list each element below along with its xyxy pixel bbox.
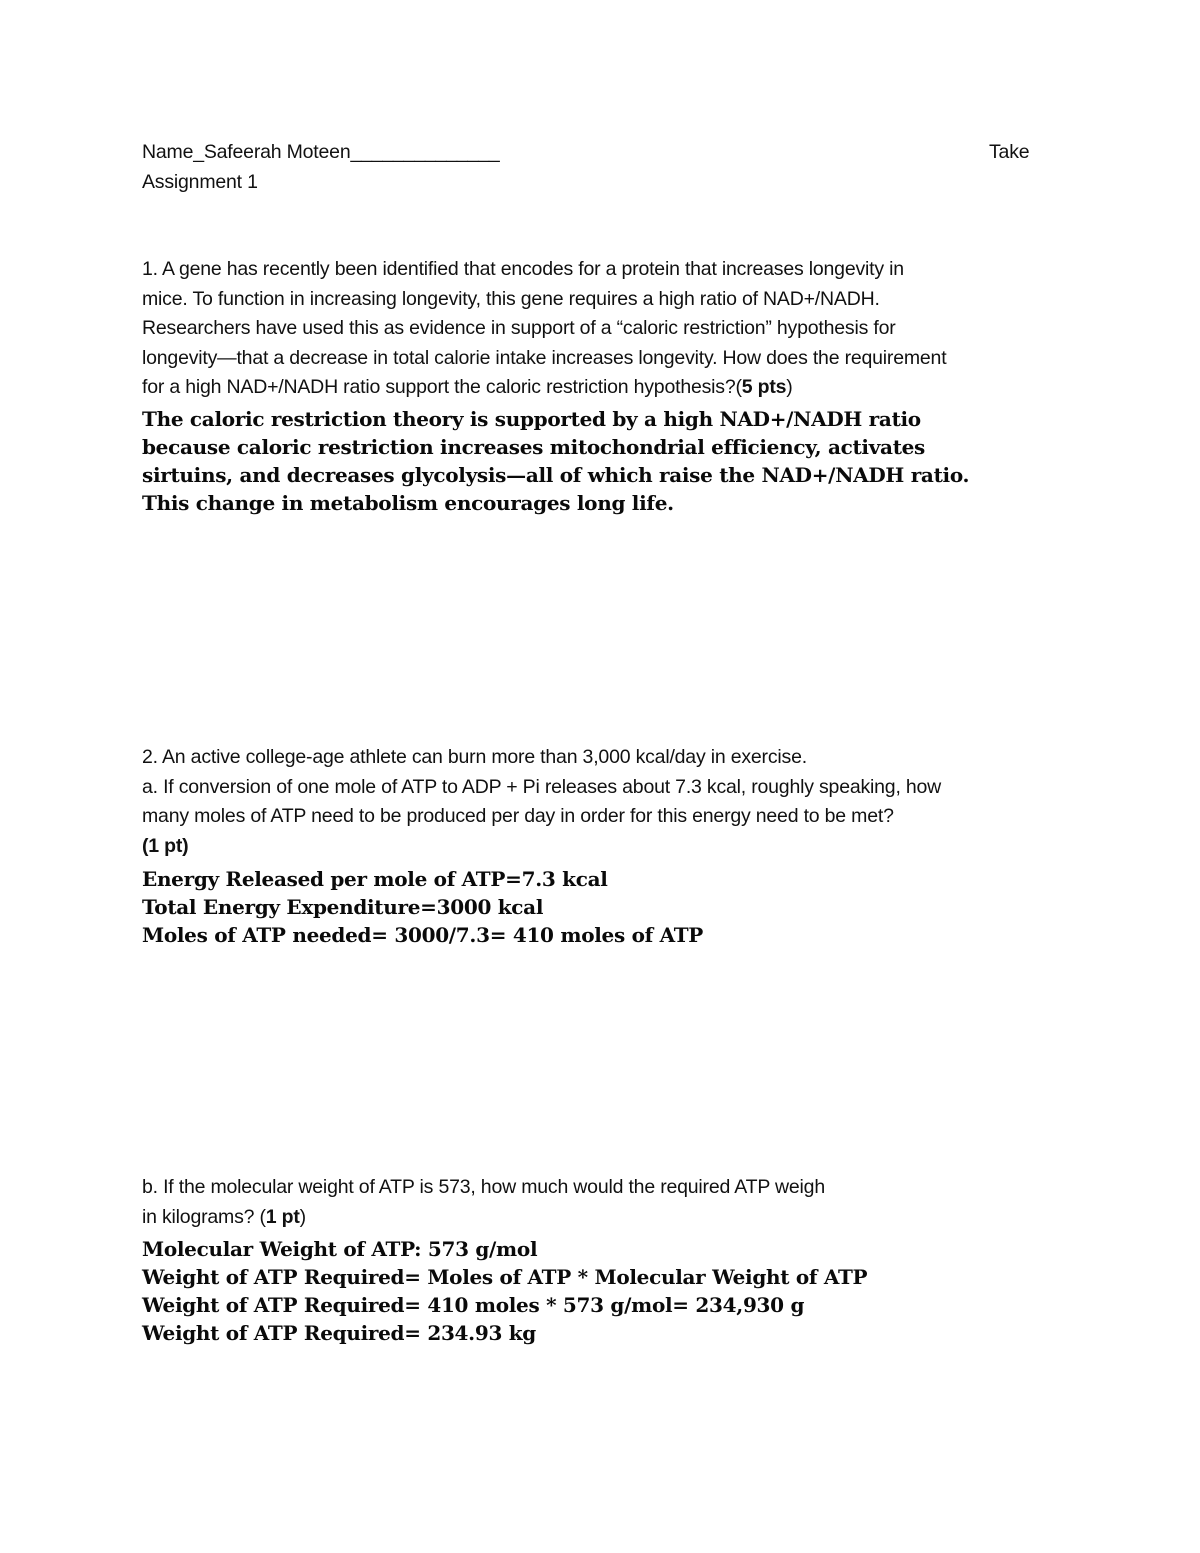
answer-1-line: because caloric restriction increases mitochondrial efficiency, activates [142,435,926,459]
question-2b [142,1173,1072,1232]
question-1-points-close: ) [786,376,793,398]
question-1 [142,255,1072,403]
answer-2b-line: Weight of ATP Required= 410 moles * 573 g/mol= 234,930 g [142,1293,805,1317]
question-1-points: 5 pts [741,376,787,398]
answer-2a-line: Total Energy Expenditure=3000 kcal [142,895,544,919]
answer-2a-line: Moles of ATP needed= 3000/7.3= 410 moles of ATP [142,923,704,947]
name-line: Name_Safeerah Moteen______________ [142,141,500,163]
question-1-line: 1. A gene has recently been identified that encodes for a protein that increases longevity in [142,258,904,280]
question-1-text: for a high NAD+/NADH ratio support the caloric restriction hypothesis?( [142,376,742,398]
answer-2b-line: Weight of ATP Required= 234.93 kg [142,1321,536,1345]
answer-2b-line: Weight of ATP Required= Moles of ATP * Molecular Weight of ATP [142,1265,868,1289]
take-label: Take [989,141,1030,163]
question-2a-points: (1 pt) [142,834,189,857]
question-1-line: Researchers have used this as evidence in support of a “caloric restriction” hypothesis for [142,317,896,339]
question-2-intro: 2. An active college-age athlete can burn more than 3,000 kcal/day in exercise. [142,746,807,768]
question-2b-line-2 [142,1203,1072,1233]
answer-2b-line: Molecular Weight of ATP: 573 g/mol [142,1237,538,1261]
question-2a-line: a. If conversion of one mole of ATP to ADP + Pi releases about 7.3 kcal, roughly speaking, how [142,775,942,798]
question-1-line: longevity—that a decrease in total calorie intake increases longevity. How does the requirement [142,346,947,369]
answer-1 [142,405,1072,517]
question-2b-line: b. If the molecular weight of ATP is 573, how much would the required ATP weigh [142,1176,825,1198]
question-2b-points-close: ) [299,1205,306,1228]
question-2a-line: many moles of ATP need to be produced per day in order for this energy need to be met? [142,805,894,827]
answer-1-line: The caloric restriction theory is supported by a high NAD+/NADH ratio [142,407,921,431]
answer-2a [142,865,1072,949]
answer-2b [142,1235,1072,1347]
header-block [142,138,1072,197]
question-2b-text: in kilograms? ( [142,1205,266,1228]
answer-2a-line: Energy Released per mole of ATP=7.3 kcal [142,867,608,891]
answer-1-line: sirtuins, and decreases glycolysis—all of which raise the NAD+/NADH ratio. [142,463,970,487]
assignment-title: Assignment 1 [142,170,258,193]
question-2a [142,743,1072,861]
answer-1-line: This change in metabolism encourages long life. [142,491,674,515]
question-2b-points: 1 pt [265,1205,300,1228]
question-1-line: mice. To function in increasing longevity, this gene requires a high ratio of NAD+/NADH. [142,287,880,310]
question-1-last-line [142,373,1072,403]
